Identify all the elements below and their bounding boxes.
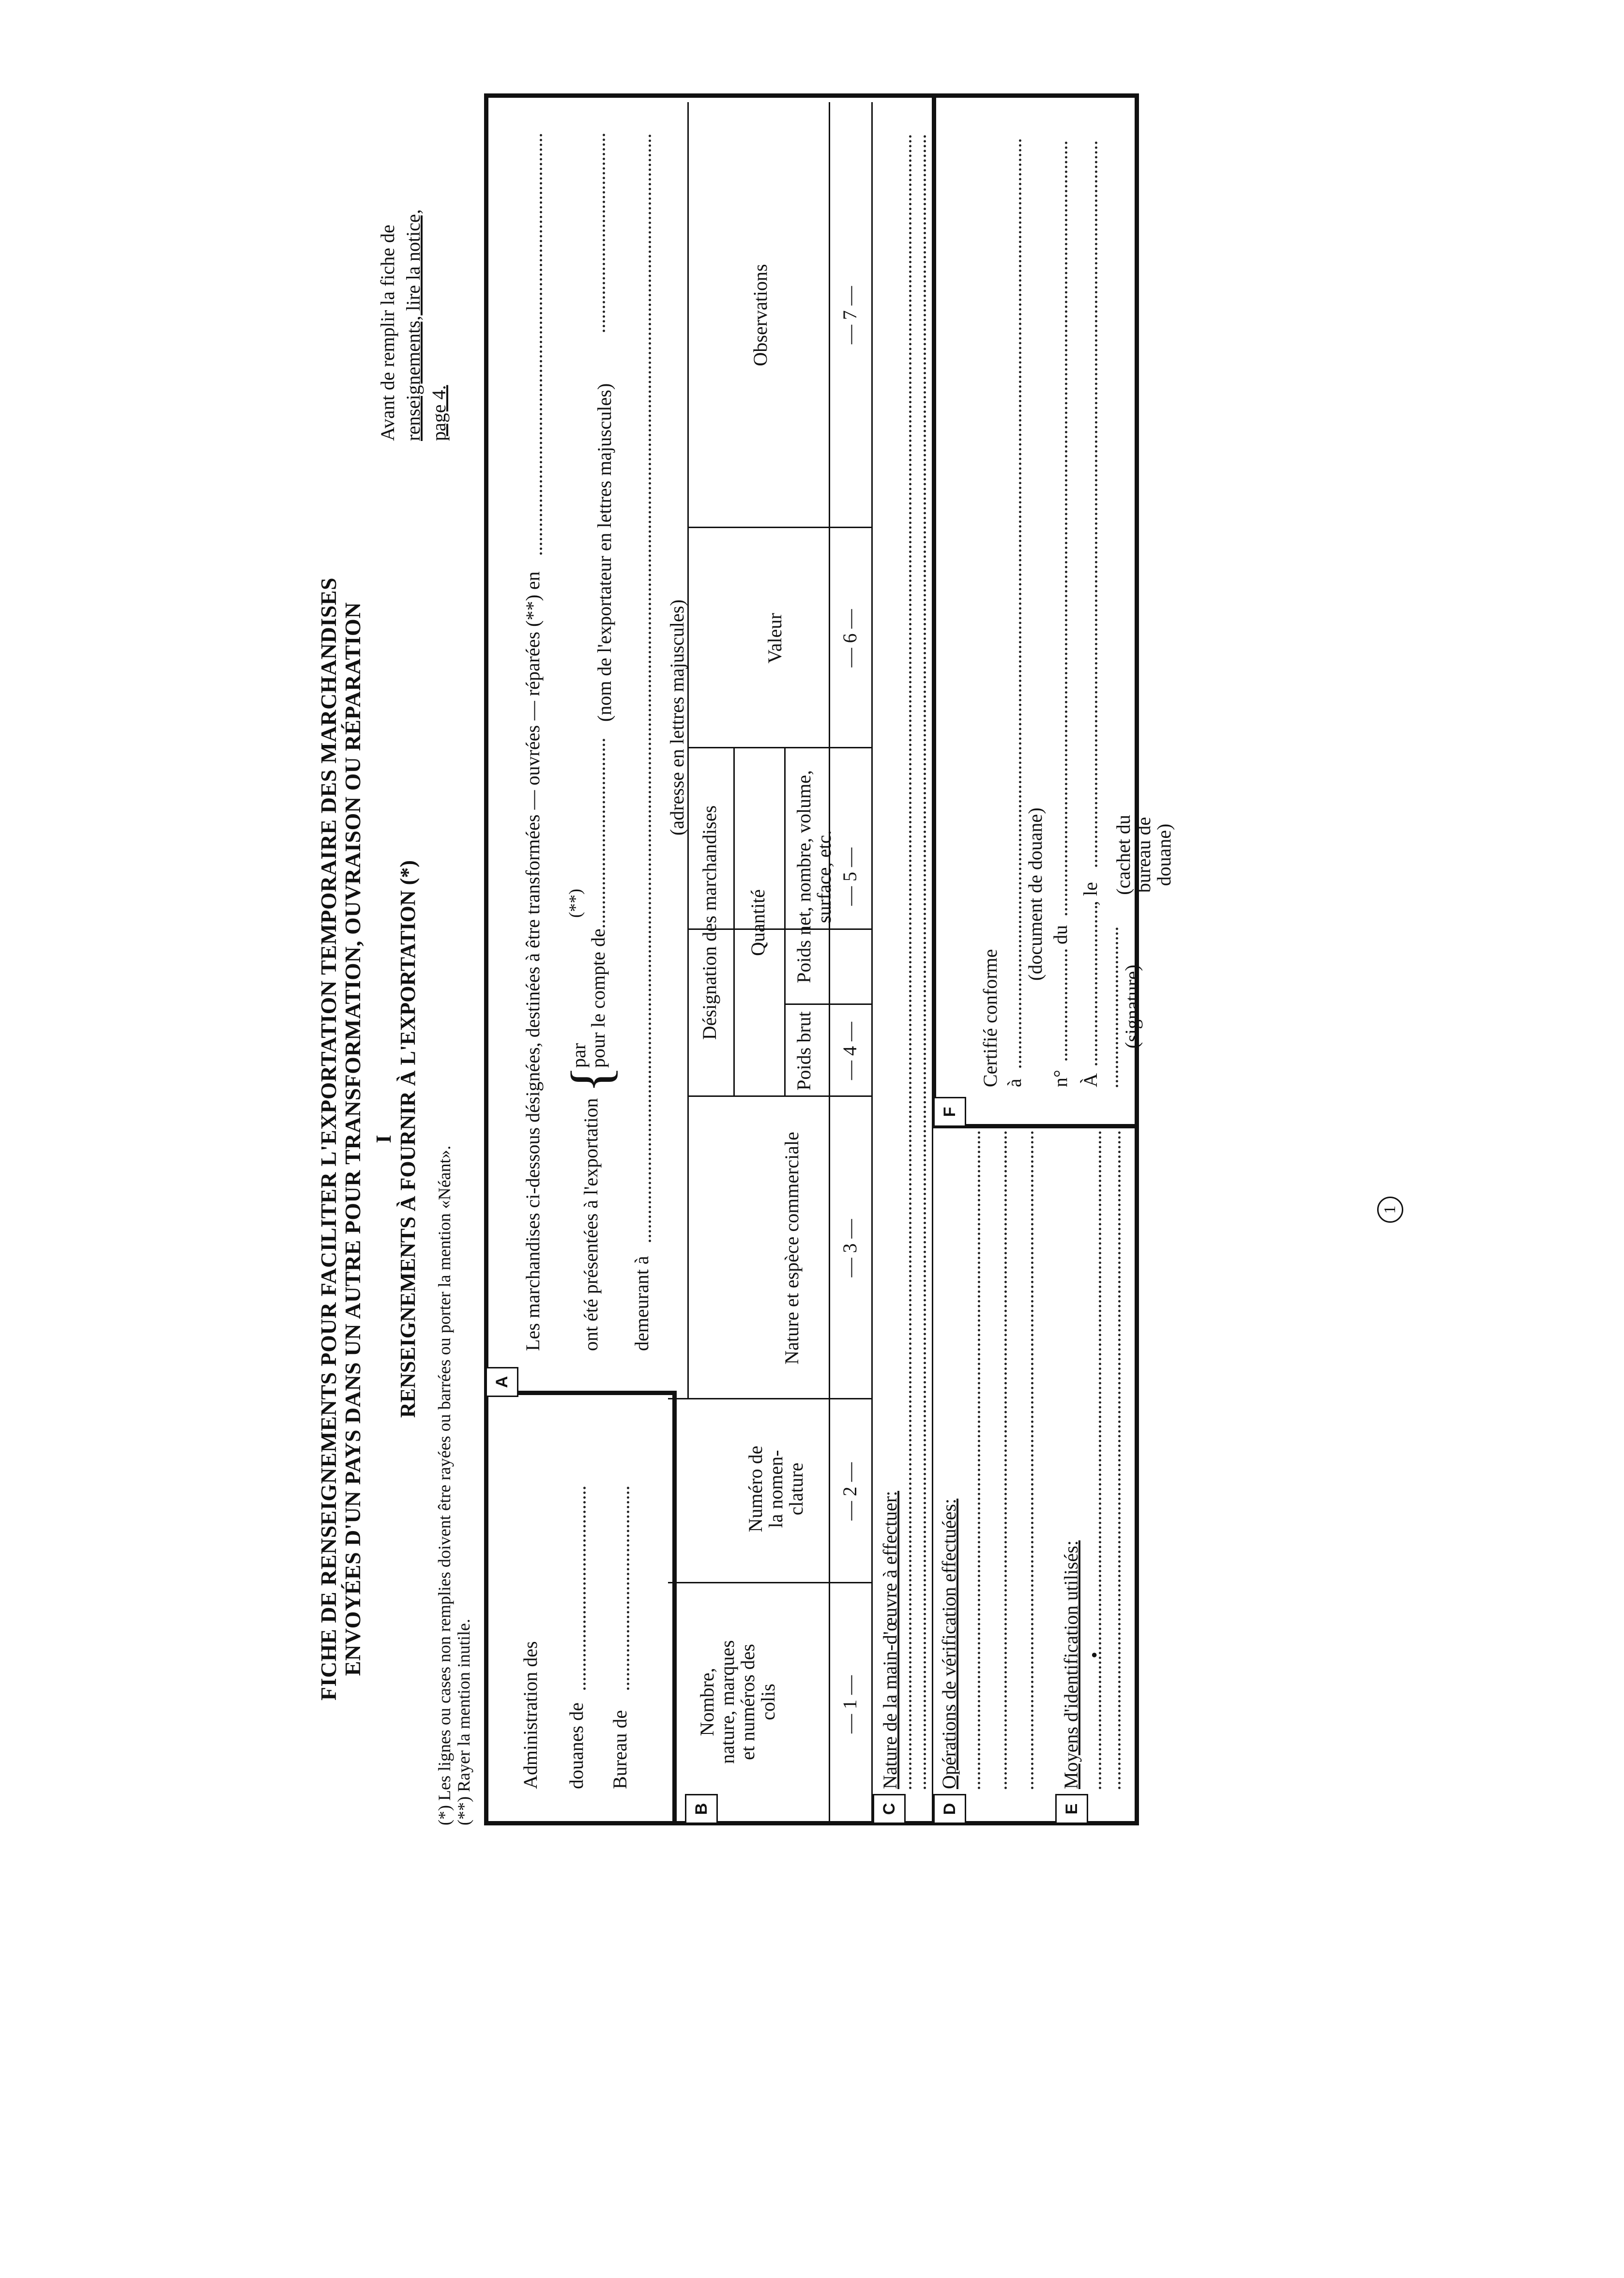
b-num-5: — 5 — [839, 848, 861, 906]
exporter-name-dotted-2[interactable] [603, 134, 605, 332]
e-dotted-1[interactable] [1099, 1131, 1101, 1789]
section-e-label: E [1055, 1794, 1088, 1824]
section-b-label: B [685, 1794, 718, 1824]
f-a2-label: À [1079, 1073, 1101, 1087]
admin-douanes-dotted[interactable] [583, 1487, 586, 1690]
option-pour-compte: pour le compte de [587, 928, 609, 1068]
b-col4-header: Poids brut [793, 1011, 815, 1091]
e-bullet: • [1083, 1651, 1105, 1658]
f-doc-hint: (document de douane) [1024, 807, 1046, 981]
f-le-label: , le [1079, 882, 1101, 906]
d-dotted-1[interactable] [978, 1131, 980, 1789]
section-title: RENSEIGNEMENTS À FOURNIR À L'EXPORTATION (*) [396, 860, 420, 1418]
f-certifie: Certifié conforme [979, 949, 1001, 1087]
b-num-bottom-line [871, 102, 873, 1825]
d-dotted-2[interactable] [1004, 1131, 1007, 1789]
b-num-7: — 7 — [839, 286, 861, 344]
f-no-label: n° [1049, 1070, 1071, 1087]
section-a-label: A [486, 1367, 518, 1397]
demeurant-label: demeurant à [631, 1256, 653, 1351]
quantite-sub-line [784, 748, 786, 1097]
admin-line2: douanes de [565, 1702, 587, 1789]
section-number: I [372, 1135, 395, 1143]
b-col7-header: Observations [749, 264, 771, 366]
form-title-line2: ENVOYÉES D'UN PAYS DANS UN AUTRE POUR TRANSFORMATION, OUVRAISON OU RÉPARATION [340, 602, 365, 1676]
address-dotted[interactable] [649, 134, 651, 1242]
section-a-en-dotted[interactable] [540, 134, 542, 555]
b-num-3: — 3 — [839, 1219, 861, 1277]
admin-line3: Bureau de [609, 1710, 631, 1789]
b-col3-header: Nature et espèce commerciale [781, 1132, 803, 1365]
brace-glyph: { [559, 1065, 622, 1093]
c-dotted-2[interactable] [924, 134, 926, 1789]
exporter-name-hint: (nom de l'exportateur en lettres majuscules) [593, 383, 615, 722]
section-a-line2: ont été présentées à l'exportation [580, 1098, 602, 1351]
page-number: 1 [1377, 1197, 1403, 1223]
e-dotted-2[interactable] [1118, 1131, 1121, 1789]
notice-line2: renseignements, lire la notice, [402, 209, 424, 441]
b-header-top-line [687, 102, 689, 1399]
f-signature-hint: (signature) [1121, 964, 1143, 1048]
b-num-1: — 1 — [839, 1675, 861, 1733]
c-dotted-1[interactable] [909, 134, 911, 1789]
d-dotted-3[interactable] [1031, 1131, 1033, 1789]
quantite-underline [733, 748, 735, 1097]
section-a-line1: Les marchandises ci-dessous désignées, destinées à être transformées — ouvrées — réparées (**) en [522, 571, 544, 1351]
f-no-dotted[interactable] [1065, 949, 1067, 1061]
quantite-header: Quantité [747, 889, 769, 956]
b-num-6: — 6 — [839, 609, 861, 668]
section-d-label: D [933, 1794, 966, 1824]
b-num-2: — 2 — [839, 1462, 861, 1520]
b-col6-header: Valeur [764, 613, 786, 664]
section-e-title: Moyens d'identification utilisés: [1060, 1540, 1082, 1789]
notice-line3: page 4. [428, 385, 450, 441]
designation-header: Désignation des marchandises [698, 805, 720, 1040]
f-a-line: à [1003, 1078, 1025, 1087]
exporter-name-dotted[interactable] [603, 739, 605, 927]
f-le-dotted[interactable] [1095, 141, 1097, 867]
f-a-dotted[interactable] [1019, 138, 1021, 1068]
form-title-line1: FICHE DE RENSEIGNEMENTS POUR FACILITER L'EXPORTATION TEMPORAIRE DES MARCHANDISES [316, 577, 341, 1701]
b-col2-header: Numéro de la nomen-clature [744, 1445, 807, 1533]
b-col5-header: Poids net, nombre, volume, surface, etc. [793, 770, 835, 983]
section-c-label: C [873, 1794, 906, 1824]
option-par: par [568, 1043, 590, 1068]
footnote-2: (**) Rayer la mention inutile. [454, 1619, 473, 1825]
b-num-4: — 4 — [839, 1022, 861, 1080]
admin-bureau-dotted[interactable] [627, 1487, 629, 1690]
footnote-1: (*) Les lignes ou cases non remplies doivent être rayées ou barrées ou porter la mention «Néant». [435, 1145, 454, 1825]
f-du-label: du [1049, 925, 1071, 944]
section-f-label: F [933, 1097, 966, 1127]
f-a2-dotted[interactable] [1095, 906, 1097, 1065]
double-star: (**) [565, 889, 585, 918]
f-cachet-hint: (cachet du bureau de douane) [1112, 815, 1175, 895]
admin-line1: Administration des [519, 1641, 541, 1789]
address-hint: (adresse en lettres majuscules) [666, 599, 688, 835]
b-col1-header: Nombre, nature, marques et numéros des colis [696, 1640, 779, 1764]
f-signature-dotted[interactable] [1116, 927, 1118, 1087]
notice-line1: Avant de remplir la fiche de [377, 225, 398, 441]
f-du-dotted[interactable] [1065, 141, 1067, 915]
section-c-title: Nature de la main-d'œuvre à effectuer: [879, 1490, 901, 1789]
section-d-title: Opérations de vérification effectuées: [938, 1498, 960, 1789]
